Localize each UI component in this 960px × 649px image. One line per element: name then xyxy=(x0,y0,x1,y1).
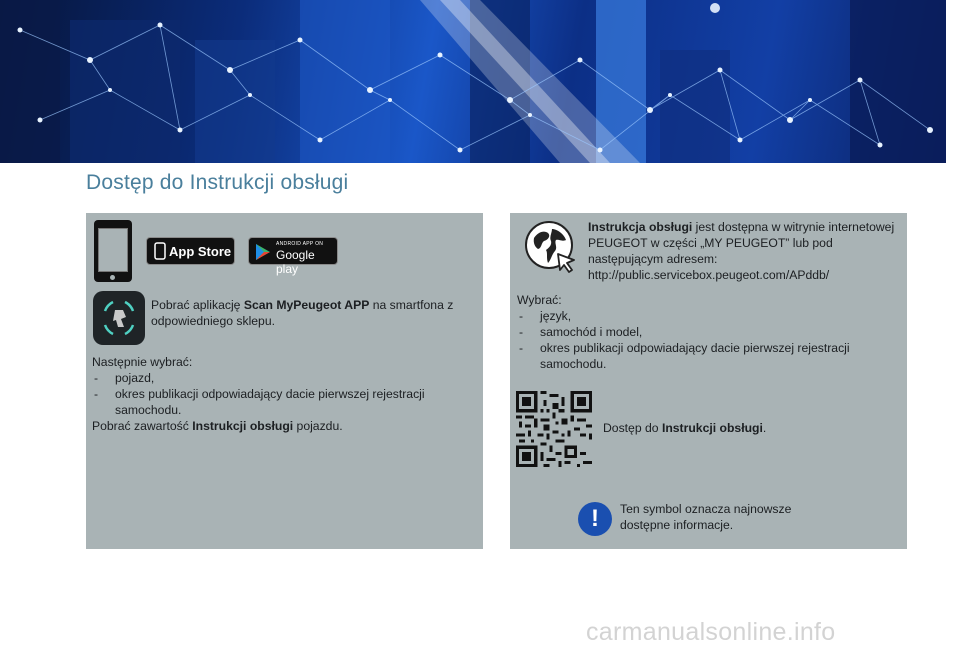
list-item: - okres publikacji odpowiadający dacie pierwszej rejestracji samochodu. xyxy=(92,386,452,418)
list-item: - okres publikacji odpowiadający dacie pierwszej rejestracji samochodu. xyxy=(517,340,887,372)
list-item: - samochód i model, xyxy=(517,324,887,340)
manual-url[interactable]: http://public.servicebox.peugeot.com/APddb/ xyxy=(588,268,830,282)
google-play-badge[interactable] xyxy=(248,237,338,276)
exclamation-info-icon: ! xyxy=(578,502,612,536)
page-title: Dostęp do Instrukcji obsługi xyxy=(86,171,349,194)
right-steps xyxy=(517,292,887,372)
select-label: Wybrać: xyxy=(517,293,562,307)
left-items-list xyxy=(92,370,452,418)
download-app-text-pre: Pobrać aplikację xyxy=(151,298,244,312)
intro-bold: Instrukcja obsługi xyxy=(588,220,693,234)
app-store-badge[interactable] xyxy=(146,237,235,265)
globe-cursor-icon xyxy=(524,220,580,276)
smartphone-icon xyxy=(94,220,132,282)
scan-mypeugeot-app-icon xyxy=(93,291,145,345)
website-intro-text xyxy=(588,219,898,283)
qr-code-icon[interactable] xyxy=(516,391,592,467)
list-item: - pojazd, xyxy=(92,370,452,386)
download-content-bold: Instrukcji obsługi xyxy=(192,419,294,433)
download-app-text xyxy=(151,297,471,329)
google-play-small-label: ANDROID APP ON xyxy=(276,241,324,247)
list-item: - język, xyxy=(517,308,887,324)
watermark: carmanualsonline.info xyxy=(586,618,836,646)
qr-text-post: . xyxy=(762,421,767,435)
app-store-label: App Store xyxy=(169,244,232,259)
peugeot-lion-icon xyxy=(93,291,145,345)
qr-access-text xyxy=(603,420,803,436)
header-banner-image xyxy=(0,0,946,163)
then-select-label: Następnie wybrać: xyxy=(92,355,193,369)
app-name: Scan MyPeugeot APP xyxy=(243,298,370,312)
latest-info-note: Ten symbol oznacza najnowsze dostępne informacje. xyxy=(620,502,792,532)
download-content-text xyxy=(92,418,452,434)
phone-outline-icon xyxy=(153,242,167,260)
qr-text-bold: Instrukcji obsługi xyxy=(661,421,763,435)
download-app-text-post: na smartfona z odpowiedniego sklepu. xyxy=(151,298,454,328)
left-steps xyxy=(92,354,452,434)
network-illustration xyxy=(0,0,946,163)
google-play-label: Google play xyxy=(276,248,315,276)
download-content-pre: Pobrać zawartość xyxy=(92,419,193,433)
intro-rest: jest dostępna w witrynie internetowej PEUGEOT w części „MY PEUGEOT” lub pod następującym adresem: xyxy=(588,220,895,266)
download-content-post: pojazdu. xyxy=(293,419,343,433)
right-items-list xyxy=(517,308,887,372)
qr-text-pre: Dostęp do xyxy=(603,421,662,435)
play-triangle-icon xyxy=(254,243,272,261)
